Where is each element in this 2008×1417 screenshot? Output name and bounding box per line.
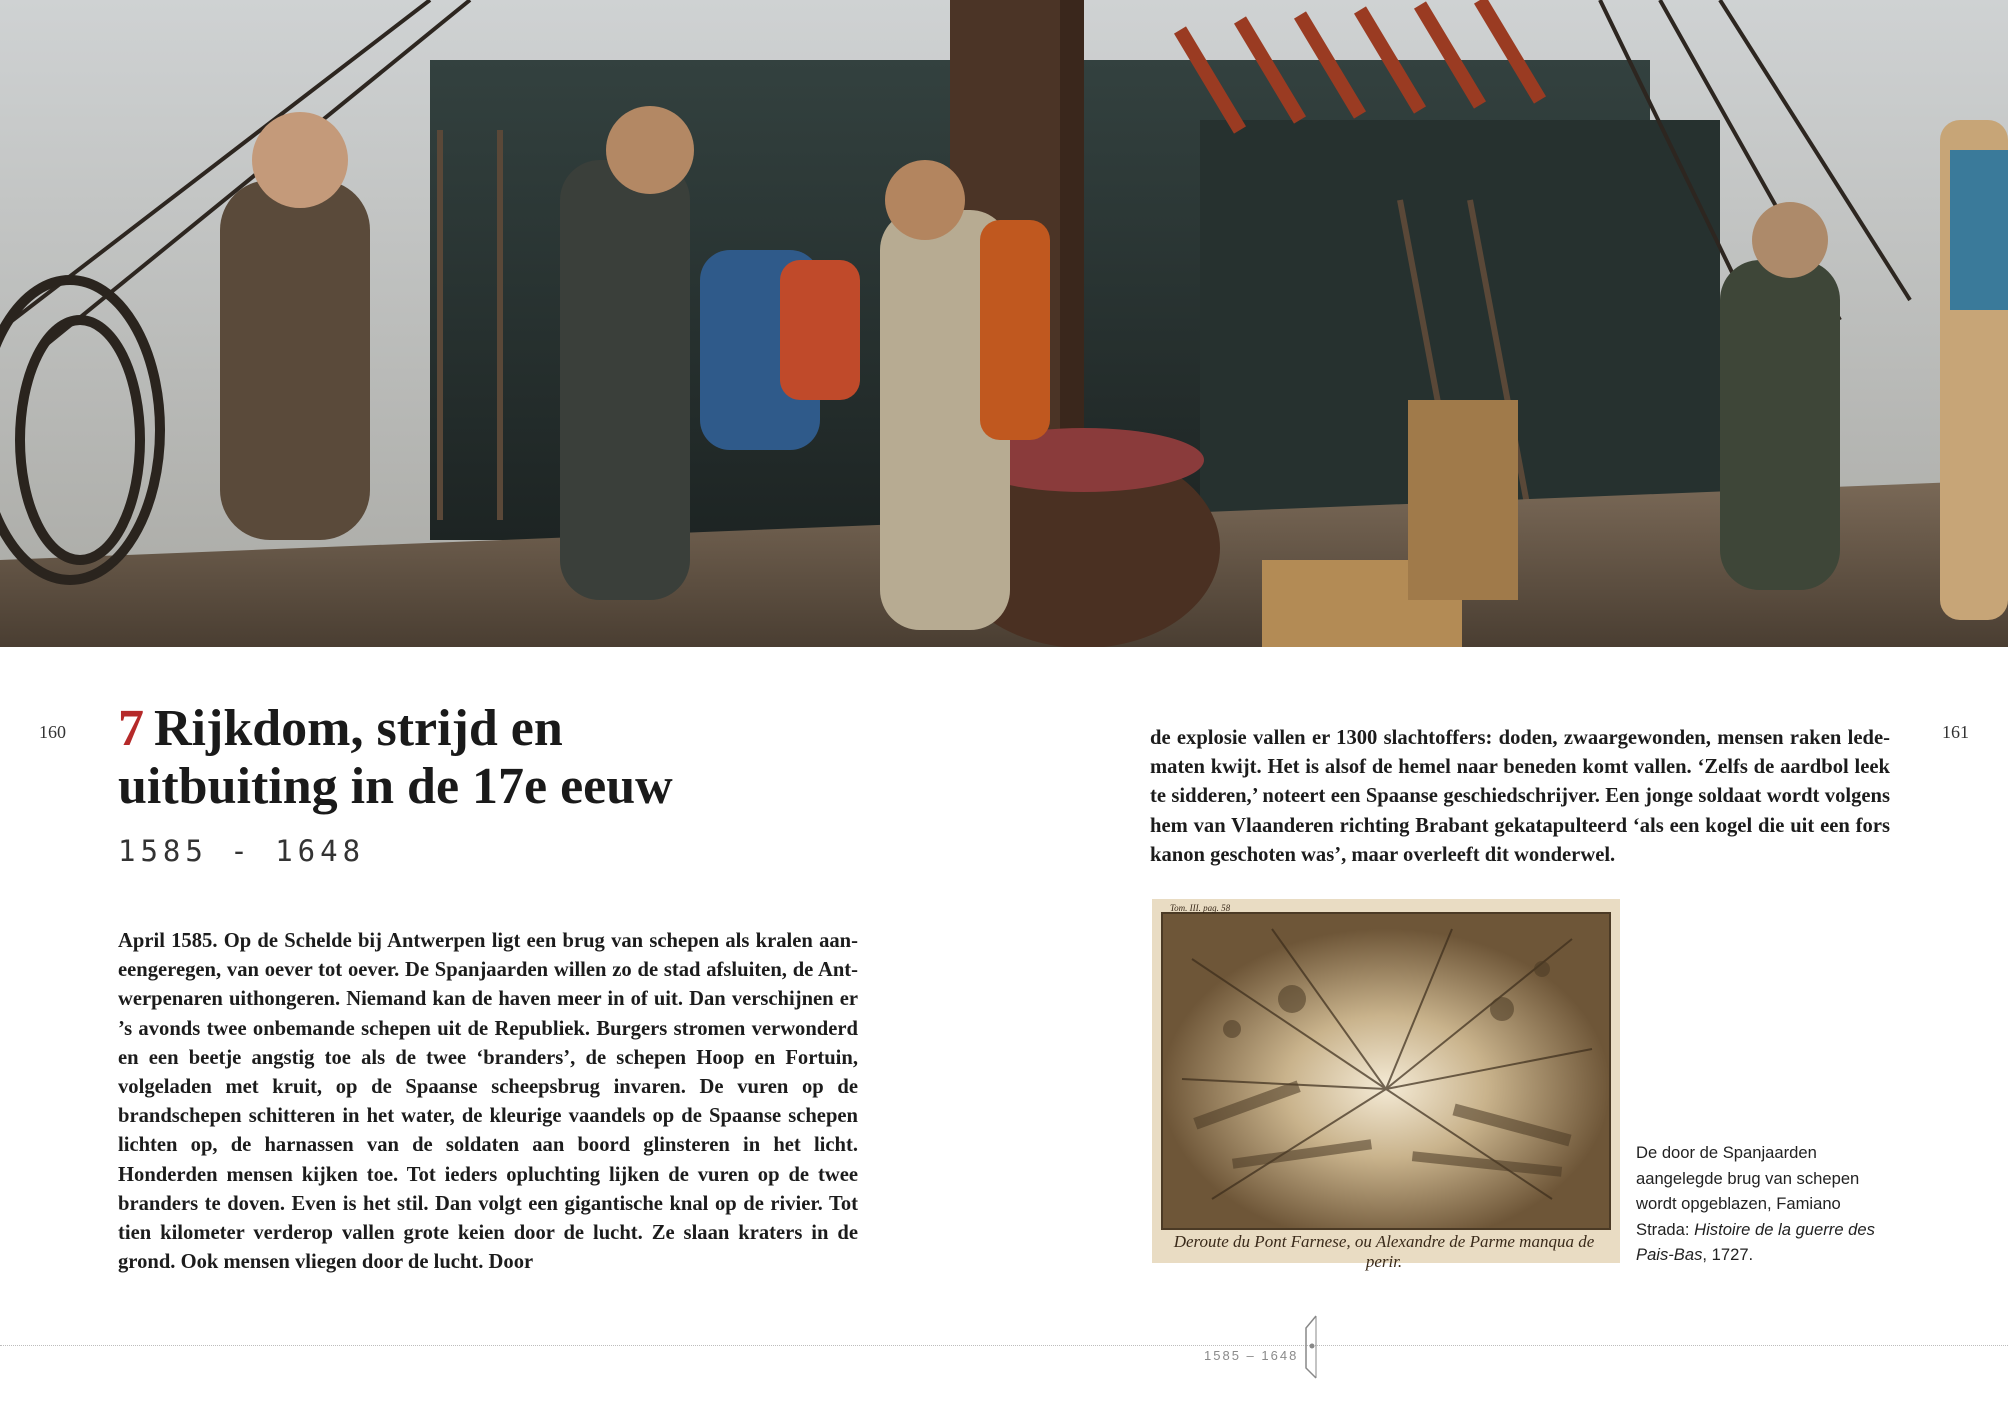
engraving-label: Tom. III. pag. 58 xyxy=(1170,903,1231,913)
chapter-title-line1: Rijkdom, strijd en xyxy=(154,700,563,757)
engraving-inscription: Deroute du Pont Farnese, ou Alexandre de Parme manqua de perir. xyxy=(1173,1232,1595,1271)
caption-book-title: Histoire de la guerre des Pais-Bas xyxy=(1636,1219,1875,1264)
footer-period: 1585 – 1648 xyxy=(1204,1348,1299,1363)
page-number-right: 161 xyxy=(1942,722,1969,742)
chapter-number: 7 xyxy=(118,700,144,757)
spine-marker-icon xyxy=(1300,1314,1324,1384)
chapter-title-line2: uitbuiting in de 17e eeuw xyxy=(118,758,673,815)
ship-deck-photo xyxy=(0,0,2008,647)
body-text-left: April 1585. Op de Schelde bij Antwerpen ligt een brug van schepen als kralen aaneengeregen, van oever tot oever. De Spanjaarden willen zo de stad afsluiten, de Antwerpenaren uithongeren. Niemand kan de haven meer in of uit. Dan verschijnen er ’s avonds twee onbemande schepen uit de Republiek. Burgers stromen verwonderd en een beetje angstig toe als de twee ‘branders’, de schepen Hoop en Fortuin, volgeladen met kruit, op de Spaanse scheepsbrug invaren. De vuren op de brandschepen schitteren in het water, de kleurige vaandels op de Spaanse schepen lichten op, de harnassen van de soldaten aan boord glinsteren in het licht. Honderden mensen kijken toe. Tot ieders opluchting lijken de vuren op de twee branders te doven. Even is het stil. Dan volgt een gigantische knal op de rivier. Tot tien kilometer verderop vallen grote keien door de lucht. Ze slaan kraters in de grond. Ook mensen vliegen door de lucht. Door xyxy=(118,930,858,1274)
chapter-title xyxy=(118,700,838,816)
footer-divider xyxy=(0,1345,2008,1346)
figure-caption xyxy=(1636,1140,1896,1268)
caption-year: , 1727. xyxy=(1702,1245,1754,1264)
explosion-engraving-icon xyxy=(1152,899,1620,1263)
chapter-period: 1585 - 1648 xyxy=(118,834,366,868)
page-number-left: 160 xyxy=(39,722,66,742)
engraving-image xyxy=(1152,899,1620,1263)
body-text-right: de explosie vallen er 1300 slachtoffers: doden, zwaargewonden, mensen raken ledematen kwijt. Het is alsof de hemel naar beneden komt vallen. ‘Zelfs de aardbol leek te sidderen,’ noteert een Spaanse geschiedschrijver. Een jonge soldaat wordt volgens hem van Vlaanderen richting Brabant gekatapulteerd ‘als een kogel die uit een fors kanon geschoten was’, maar overleeft dit wonderwel. xyxy=(1150,727,1890,866)
hero-photo xyxy=(0,0,2008,647)
caption-text: De door de Spanjaarden aangelegde brug van schepen wordt opgeblazen, Famiano Strada: xyxy=(1636,1143,1860,1239)
